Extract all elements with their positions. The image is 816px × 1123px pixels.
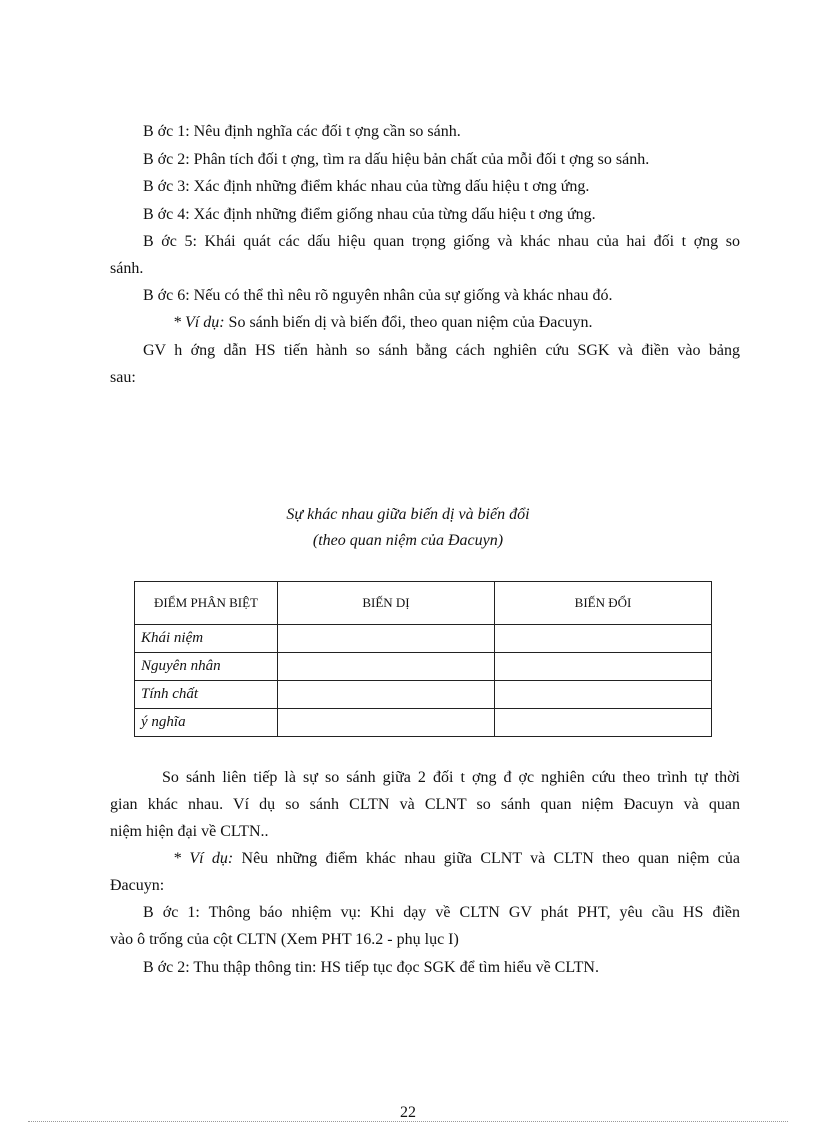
row-label: Nguyên nhân [135,653,278,681]
gv-instruction-cont: sau: [110,369,136,386]
example-2-text: Nêu những điểm khác nhau giữa CLNT và CLTN theo quan niệm của [233,850,741,867]
table-cell[interactable] [495,709,712,737]
step-b2: B ớc 2: Thu thập thông tin: HS tiếp tục đọc SGK để tìm hiểu về CLTN. [143,959,599,976]
step-5-cont: sánh. [110,260,144,277]
table-cell[interactable] [495,653,712,681]
gv-instruction: GV h ớng dẫn HS tiến hành so sánh bằng cách nghiên cứu SGK và điền vào bảng [143,342,740,359]
table-caption-title: Sự khác nhau giữa biến dị và biến đổi [286,506,530,523]
row-label: Tính chất [135,681,278,709]
footer-divider [28,1121,788,1122]
step-2: B ớc 2: Phân tích đối t ợng, tìm ra dấu hiệu bản chất của mỗi đối t ợng so sánh. [143,151,650,168]
page-number: 22 [400,1104,416,1121]
table-row [135,625,712,653]
table-cell[interactable] [278,681,495,709]
table-header-row [135,582,712,625]
example-1 [173,313,592,333]
successive-comparison-cont-2: niệm hiện đại về CLTN.. [110,823,269,840]
successive-comparison-cont-1: gian khác nhau. Ví dụ so sánh CLTN và CLNT so sánh quan niệm Đacuyn và quan [110,796,740,813]
table-row [135,681,712,709]
header-bien-doi: BIẾN ĐỔI [495,582,712,625]
table-caption-subtitle: (theo quan niệm của Đacuyn) [312,532,504,549]
example-2 [173,849,740,869]
step-1: B ớc 1: Nêu định nghĩa các đối t ợng cần so sánh. [143,123,461,140]
table-cell[interactable] [278,653,495,681]
example-1-text: So sánh biến dị và biến đổi, theo quan niệm của Đacuyn. [224,314,593,331]
table-row [135,653,712,681]
table-row [135,709,712,737]
example-2-label: * Ví dụ: [173,850,234,867]
row-label: ý nghĩa [135,709,278,737]
table-cell[interactable] [278,625,495,653]
comparison-table [134,581,712,737]
table-cell[interactable] [495,625,712,653]
step-4: B ớc 4: Xác định những điểm giống nhau của từng dấu hiệu t ơng ứng. [143,206,596,223]
step-b1: B ớc 1: Thông báo nhiệm vụ: Khi dạy về CLTN GV phát PHT, yêu cầu HS điền [143,904,740,921]
header-bien-di: BIẾN DỊ [278,582,495,625]
table-cell[interactable] [278,709,495,737]
step-3: B ớc 3: Xác định những điểm khác nhau của từng dấu hiệu t ơng ứng. [143,178,590,195]
example-2-cont: Đacuyn: [110,877,165,894]
step-5: B ớc 5: Khái quát các dấu hiệu quan trọng giống và khác nhau của hai đối t ợng so [143,233,740,250]
header-criteria: ĐIỂM PHÂN BIỆT [135,582,278,625]
table-cell[interactable] [495,681,712,709]
step-6: B ớc 6: Nếu có thể thì nêu rõ nguyên nhân của sự giống và khác nhau đó. [143,287,613,304]
example-1-label: * Ví dụ: [173,314,225,331]
row-label: Khái niệm [135,625,278,653]
step-b1-cont: vào ô trống của cột CLTN (Xem PHT 16.2 - phụ lục I) [110,931,459,948]
successive-comparison: So sánh liên tiếp là sự so sánh giữa 2 đối t ợng đ ợc nghiên cứu theo trình tự thời [162,769,740,786]
